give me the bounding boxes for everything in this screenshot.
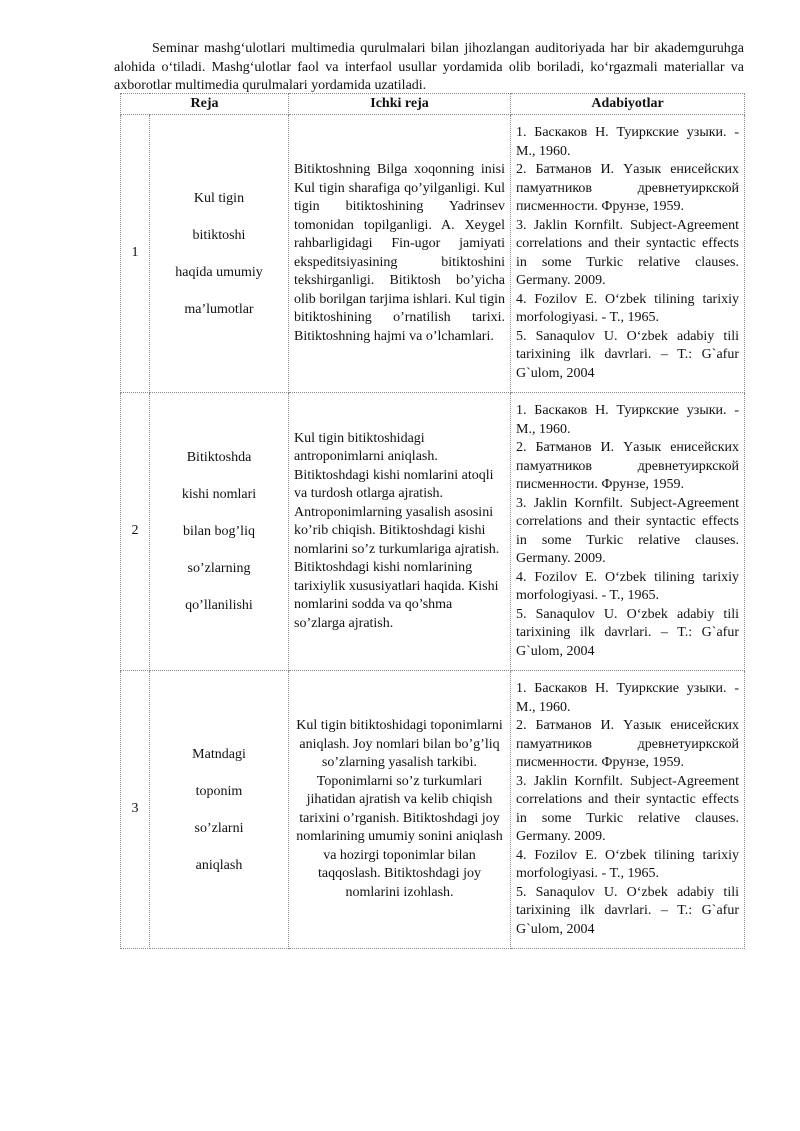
reference-item: 2. Батманов И. Үазык енисейских памуатников древнетуиркской писменности. Фрунзе, 1959. <box>516 440 739 492</box>
row-topic <box>150 671 289 949</box>
topic-line: bilan bog’liq <box>183 524 255 539</box>
reference-item: 2. Батманов И. Үазык енисейских памуатников древнетуиркской писменности. Фрунзе, 1959. <box>516 162 739 214</box>
reference-item: 4. Fozilov E. O‘zbek tilining tarixiy morfologiyasi. - T., 1965. <box>516 569 739 603</box>
row-references <box>511 393 745 671</box>
row-number: 1 <box>121 115 150 393</box>
row-inner-plan: Kul tigin bitiktoshidagi toponimlarni aniqlash. Joy nomlari bilan bo’g’liq so’zlarning yasalish tarkibi. Toponimlarni so’z turkumlari jihatidan ajratish va kelib chiqish tarixini o’rganish. Bitiktoshdagi joy nomlarining umumiy sonini aniqlash va hozirgi toponimlar bilan taqqoslash. Bitiktoshdagi joy nomlarini izohlash. <box>289 671 511 949</box>
topic-line: so’zlarni <box>194 820 244 836</box>
row-references <box>511 671 745 949</box>
seminar-plan-table <box>120 93 745 949</box>
table-row <box>121 393 745 671</box>
reference-item: 3. Jaklin Kornfilt. Subject-Agreement correlations and their syntactic effects in some Turkic relative clauses. Germany. 2009. <box>516 773 739 844</box>
reference-item: 1. Баскаков Н. Туиркские узыки. - М., 1960. <box>516 403 739 437</box>
topic-line: Bitiktoshda <box>186 450 252 465</box>
intro-text: Seminar mashg‘ulotlari multimedia qurulmalari bilan jihozlangan auditoriyada har bir akademguruhga alohida o‘tiladi. Mashg‘ulotlar faol va interfaol usullar yordamida olib boriladi, ko‘rgazmali materiallar va axborotlar multimedia qurulmalari yordamida uzatiladi. <box>114 41 744 93</box>
topic-line: haqida umumiy <box>175 264 263 280</box>
row-number: 2 <box>121 393 150 671</box>
topic-line: ma’lumotlar <box>184 301 254 317</box>
row-topic <box>150 393 289 671</box>
reference-item: 5. Sanaqulov U. O‘zbek adabiy tili tarixining ilk davrlari. – T.: G`afur G`ulom, 2004 <box>516 606 739 659</box>
row-topic <box>150 115 289 393</box>
intro-paragraph <box>114 40 744 96</box>
topic-line: Matndagi <box>192 746 246 762</box>
row-references <box>511 115 745 393</box>
reference-item: 1. Баскаков Н. Туиркские узыки. - М., 1960. <box>516 125 739 159</box>
reference-item: 5. Sanaqulov U. O‘zbek adabiy tili tarixining ilk davrlari. – T.: G`afur G`ulom, 2004 <box>516 328 739 381</box>
reference-item: 3. Jaklin Kornfilt. Subject-Agreement correlations and their syntactic effects in some Turkic relative clauses. Germany. 2009. <box>516 217 739 288</box>
row-inner-plan: Bitiktoshning Bilga xoqonning inisi Kul tigin sharafiga qo’yilganligi. Kul tigin bitiktoshining Yadrinsev tomonidan topilganligi. A. Xeygel rahbarligidagi Fin-ugor jamiyati ekspeditsiyasining bitiktoshini tekshirganligi. Bitiktosh bo’yicha olib borilgan tarjima ishlari. Kul tigin bitiktoshining o’rnatilish tarixi. Bitiktoshning hajmi va o’lchamlari. <box>289 115 511 393</box>
header-reja: Reja <box>121 94 289 115</box>
reference-item: 4. Fozilov E. O‘zbek tilining tarixiy morfologiyasi. - T., 1965. <box>516 847 739 881</box>
header-adabiyotlar: Adabiyotlar <box>511 94 745 115</box>
row-inner-plan: Kul tigin bitiktoshidagi antroponimlarni aniqlash. Bitiktoshdagi kishi nomlarini atoqli va turdosh otlarga ajratish. Antroponimlarning yasalish asosini ko’rib chiqish. Bitiktoshdagi kishi nomlarini so’z turkumlariga ajratish. Bitiktoshdagi kishi nomlarining tarixiylik xususiyatlari haqida. Kishi nomlarini sodda va qo’shma so’zlarga ajratish. <box>289 393 511 671</box>
table-header-row <box>121 94 745 115</box>
topic-line: kishi nomlari <box>181 487 257 502</box>
header-ichki-reja: Ichki reja <box>289 94 511 115</box>
table-row <box>121 115 745 393</box>
table-row <box>121 671 745 949</box>
topic-line: bitiktoshi <box>192 227 246 243</box>
reference-item: 3. Jaklin Kornfilt. Subject-Agreement correlations and their syntactic effects in some Turkic relative clauses. Germany. 2009. <box>516 495 739 566</box>
reference-item: 4. Fozilov E. O‘zbek tilining tarixiy morfologiyasi. - T., 1965. <box>516 291 739 325</box>
reference-item: 1. Баскаков Н. Туиркские узыки. - М., 1960. <box>516 681 739 715</box>
topic-line: aniqlash <box>195 857 243 873</box>
row-number: 3 <box>121 671 150 949</box>
topic-line: toponim <box>195 783 243 799</box>
reference-item: 2. Батманов И. Үазык енисейских памуатников древнетуиркской писменности. Фрунзе, 1959. <box>516 718 739 770</box>
topic-line: so’zlarning <box>187 561 251 576</box>
topic-line: qo’llanilishi <box>185 598 253 613</box>
topic-line: Kul tigin <box>193 190 245 206</box>
reference-item: 5. Sanaqulov U. O‘zbek adabiy tili tarixining ilk davrlari. – T.: G`afur G`ulom, 2004 <box>516 884 739 937</box>
